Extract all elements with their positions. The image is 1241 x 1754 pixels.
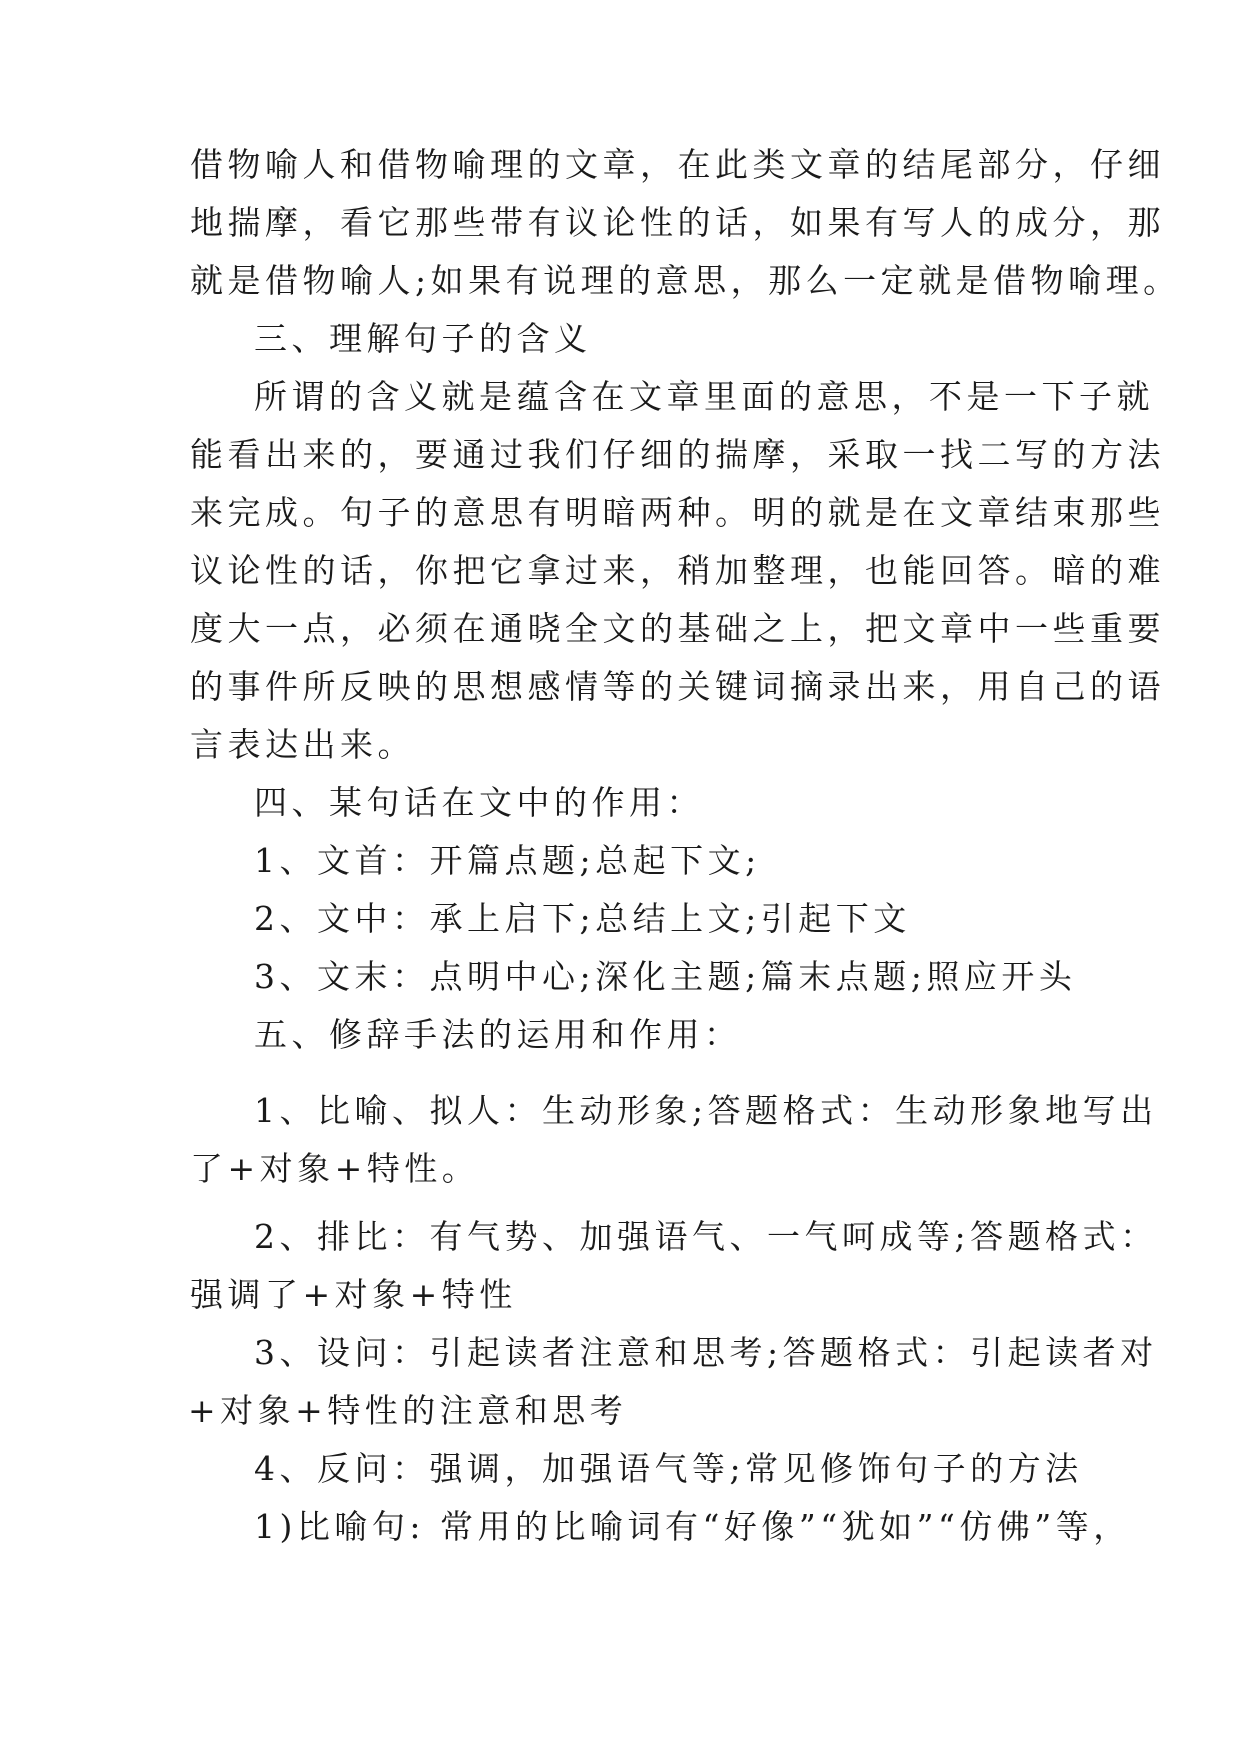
section-heading: 三、理解句子的含义 — [254, 319, 592, 358]
list-item: 2、排比：有气势、加强语气、一气呵成等;答题格式： — [254, 1217, 1158, 1256]
list-item: 4、反问：强调，加强语气等;常见修饰句子的方法 — [254, 1449, 1083, 1488]
list-item: 1、文首：开篇点题;总起下文; — [254, 841, 761, 880]
text-line: 强调了+对象+特性 — [190, 1275, 517, 1314]
list-item: 3、文末：点明中心;深化主题;篇末点题;照应开头 — [254, 957, 1077, 996]
text-line: 就是借物喻人;如果有说理的意思，那么一定就是借物喻理。 — [190, 261, 1181, 300]
text-line: 地揣摩，看它那些带有议论性的话，如果有写人的成分，那 — [190, 203, 1165, 242]
list-item: 3、设问：引起读者注意和思考;答题格式：引起读者对 — [254, 1333, 1158, 1372]
text-line: 言表达出来。 — [190, 725, 415, 764]
section-heading: 五、修辞手法的运用和作用： — [254, 1015, 742, 1054]
text-line: 的事件所反映的思想感情等的关键词摘录出来，用自己的语 — [190, 667, 1165, 706]
text-line: 来完成。句子的意思有明暗两种。明的就是在文章结束那些 — [190, 493, 1165, 532]
text-line: 度大一点，必须在通晓全文的基础之上，把文章中一些重要 — [190, 609, 1165, 648]
text-line: 能看出来的，要通过我们仔细的揣摩，采取一找二写的方法 — [190, 435, 1165, 474]
section-heading: 四、某句话在文中的作用： — [254, 783, 704, 822]
text-line: +对象+特性的注意和思考 — [188, 1391, 628, 1430]
text-line: 所谓的含义就是蕴含在文章里面的意思，不是一下子就 — [254, 377, 1154, 416]
list-item: 1)比喻句: 常用的比喻词有“好像”“犹如”“仿佛”等， — [254, 1507, 1131, 1546]
text-line: 了+对象+特性。 — [190, 1149, 480, 1188]
text-line: 议论性的话，你把它拿过来，稍加整理，也能回答。暗的难 — [190, 551, 1165, 590]
list-item: 1、比喻、拟人：生动形象;答题格式：生动形象地写出 — [254, 1091, 1158, 1130]
list-item: 2、文中：承上启下;总结上文;引起下文 — [254, 899, 911, 938]
text-line: 借物喻人和借物喻理的文章，在此类文章的结尾部分，仔细 — [190, 145, 1165, 184]
